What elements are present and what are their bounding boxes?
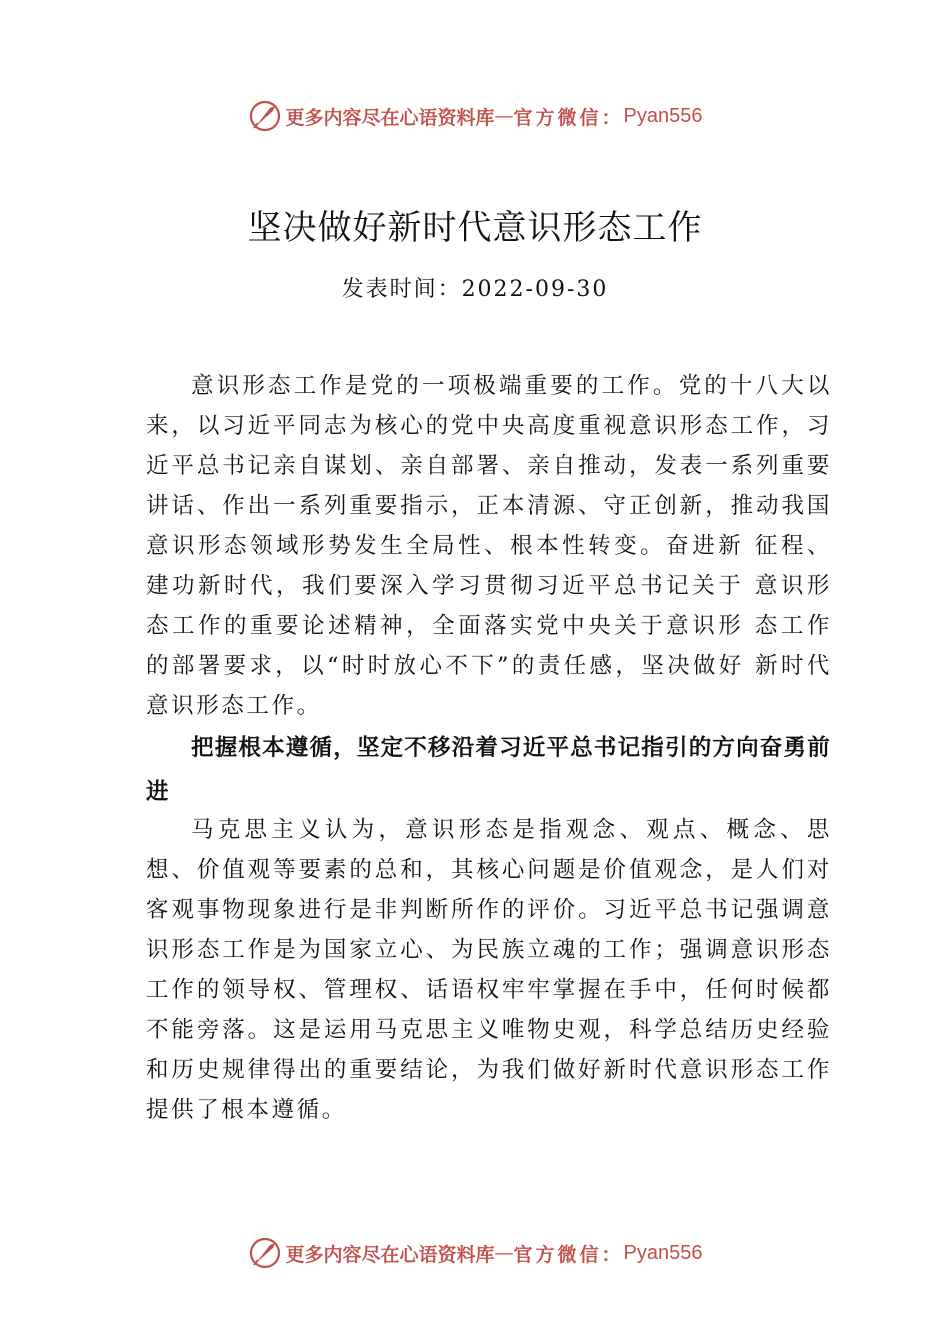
section-heading: 把握根本遵循，坚定不移沿着习近平总书记指引的方向奋勇前进 xyxy=(146,735,831,805)
banner-text: 更多内容尽在心语资料库 xyxy=(285,106,495,129)
header-watermark-banner xyxy=(0,96,950,136)
banner-dash: — xyxy=(494,1242,514,1264)
footer-watermark-banner xyxy=(0,1233,950,1273)
quill-logo-icon xyxy=(248,99,282,133)
banner-text: 更多内容尽在心语资料库 xyxy=(285,1243,495,1266)
banner-wechat-id: Pyan556 xyxy=(623,1241,703,1264)
paragraph-section: 马克思主义认为，意识形态是指观念、观点、概念、思想、价值观等要素的总和，其核心问题是价值观念，是人们对客观事物现象进行是非判断所作的评价。习近平总书记强调意识形态工作是为国家立心、为民族立魂的工作；强调意识形态工作的领导权、管理权、话语权牢牢掌握在手中，任何时候都不能旁落。这是运用马克思主义唯物史观，科学总结历史经验和历史规律得出的重要结论，为我们做好新时代意识形态工作提供了根本遵循。 xyxy=(146,817,832,1123)
banner-wechat-label: 官方微信： xyxy=(513,1243,624,1266)
banner-wechat-id: Pyan556 xyxy=(623,104,703,127)
quill-logo-icon xyxy=(248,1236,282,1270)
article-title: 坚决做好新时代意识形态工作 xyxy=(247,208,703,248)
banner-wechat-label: 官方微信： xyxy=(513,106,624,129)
banner-dash: — xyxy=(494,105,514,127)
publish-date: 发表时间：2022-09-30 xyxy=(341,277,609,302)
paragraph-intro: 意识形态工作是党的一项极端重要的工作。党的十八大以来，以习近平同志为核心的党中央高度重视意识形态工作，习近平总书记亲自谋划、亲自部署、亲自推动，发表一系列重要讲话、作出一系列重要指示，正本清源、守正创新，推动我国意识形态领域形势发生全局性、根本性转变。奋进新 征程、建功新时代，我们要深入学习贯彻习近平总书记关于 意识形态工作的重要论述精神，全面落实党中央关于意识形 态工作的部署要求，以“时时放心不下”的责任感，坚决做好 新时代意识形态工作。 xyxy=(146,373,832,719)
